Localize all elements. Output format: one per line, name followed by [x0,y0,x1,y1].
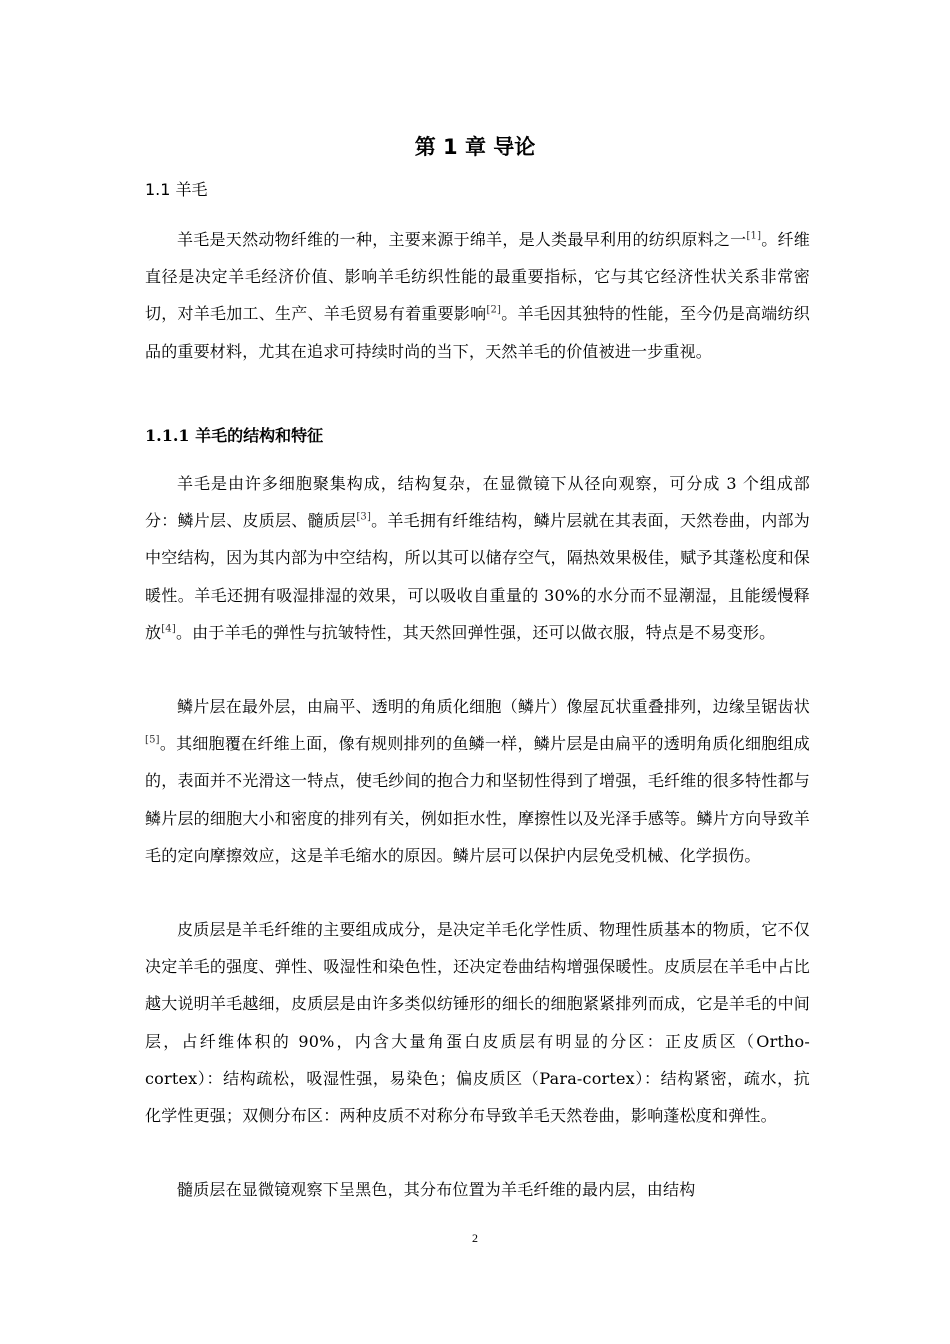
citation-marker: [3] [356,511,372,523]
page-number: 2 [472,1231,478,1245]
paragraph-cortex-layer [145,911,810,1134]
citation-marker: [4] [161,623,176,635]
paragraph-text: 皮质层是羊毛纤维的主要组成成分，是决定羊毛化学性质、物理性质基本的物质，它不仅决定羊毛的强度、弹性、吸湿性和染色性，还决定卷曲结构增强保暖性。皮质层在羊毛中占比越大说明羊毛越细，皮质层是由许多类似纺锤形的细长的细胞紧紧排列而成，它是羊毛的中间层，占纤维体积的 90%，内含大量角蛋白皮质层有明显的分区：正皮质区（Ortho-cortex）：结构疏松，吸湿性强，易染色；偏皮质区（Para-cortex）：结构紧密，疏水，抗化学性更强；双侧分布区：两种皮质不对称分布导致羊毛天然卷曲，影响蓬松度和弹性。 [145,920,810,1126]
paragraph-text: 。其细胞覆在纤维上面，像有规则排列的鱼鳞一样，鳞片层是由扁平的透明角质化细胞组成的，表面并不光滑这一特点，使毛纱间的抱合力和坚韧性得到了增强，毛纤维的很多特性都与鳞片层的细胞大小和密度的排列有关，例如拒水性，摩擦性以及光泽手感等。鳞片方向导致羊毛的定向摩擦效应，这是羊毛缩水的原因。鳞片层可以保护内层免受机械、化学损伤。 [145,734,810,865]
paragraph-text: 。纤维直径是决定羊毛经济价值、影响羊毛纺织性能的最重要指标，它与其它经济性状关系非常密切，对羊毛加工、生产、羊毛贸易有着重要影响 [145,230,810,324]
paragraph-text: 髓质层在显微镜观察下呈黑色，其分布位置为羊毛纤维的最内层，由结构 [177,1180,696,1199]
citation-marker: [5] [145,734,160,746]
paragraph-text: 羊毛是天然动物纤维的一种，主要来源于绵羊，是人类最早利用的纺织原料之一 [177,230,747,249]
paragraph-text: 。由于羊毛的弹性与抗皱特性，其天然回弹性强，还可以做衣服，特点是不易变形。 [175,622,776,642]
section-heading-1-1: 1.1 羊毛 [145,180,208,199]
citation-marker: [1] [746,230,762,242]
paragraph-wool-structure [145,465,810,651]
paragraph-text: 鳞片层在最外层，由扁平、透明的角质化细胞（鳞片）像屋瓦状重叠排列，边缘呈锯齿状 [177,697,810,716]
paragraph-text: 。羊毛拥有纤维结构，鳞片层就在其表面，天然卷曲，内部为中空结构，因为其内部为中空结构，所以其可以储存空气，隔热效果极佳，赋予其蓬松度和保暖性。羊毛还拥有吸湿排湿的效果，可以吸收自重量的 30%的水分而不显潮湿，且能缓慢释放 [145,511,810,642]
paragraph-text: 。羊毛因其独特的性能，至今仍是高端纺织品的重要材料，尤其在追求可持续时尚的当下，天然羊毛的价值被进一步重视。 [145,304,810,361]
paragraph-medulla-layer [145,1171,810,1208]
paragraph-wool-intro [145,221,810,370]
section-heading-1-1-1: 1.1.1 羊毛的结构和特征 [145,426,324,445]
citation-marker: [2] [486,305,502,317]
chapter-title: 第 1 章 导论 [414,135,536,159]
paragraph-text: 羊毛是由许多细胞聚集构成，结构复杂，在显微镜下从径向观察，可分成 3 个组成部分：鳞片层、皮质层、髓质层 [145,474,810,531]
paragraph-cuticle-layer [145,688,810,874]
